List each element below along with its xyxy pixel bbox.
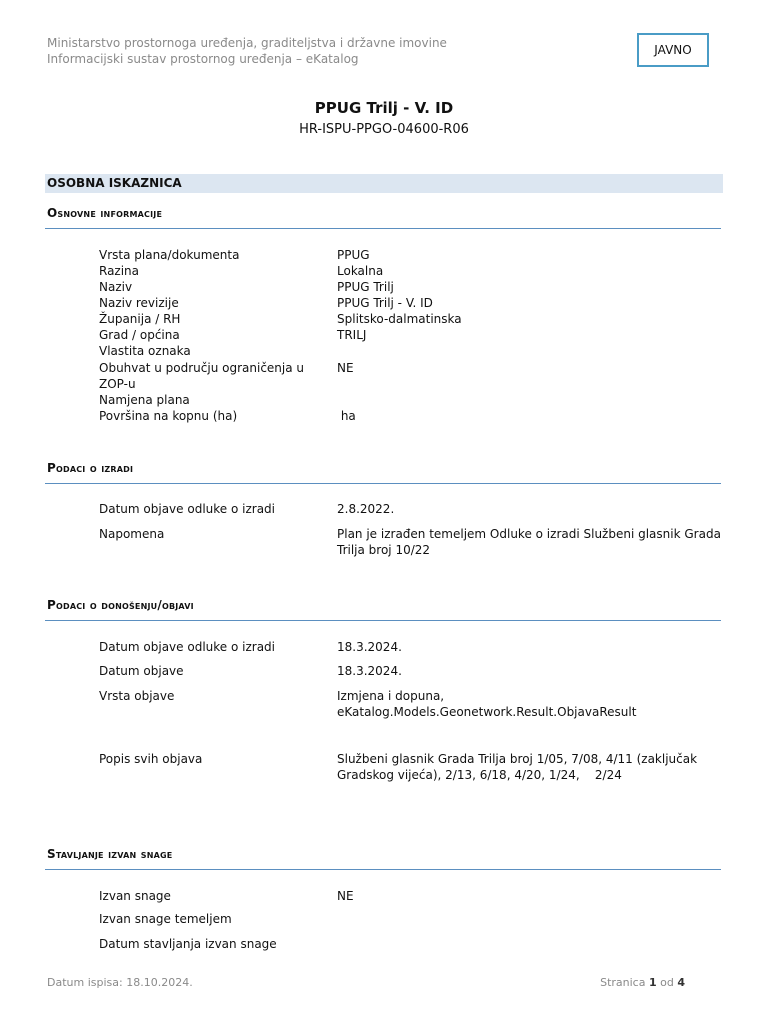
field-value: 18.3.2024. xyxy=(337,640,402,654)
field-value: Lokalna xyxy=(337,264,384,278)
system-name: Informacijski sustav prostornog uređenja – eKatalog xyxy=(47,52,359,66)
field-label: Datum objave xyxy=(99,664,184,678)
section-heading-izrada: Podaci o izradi xyxy=(47,461,134,475)
page-total: 4 xyxy=(677,976,685,989)
field-label: Naziv xyxy=(99,280,133,294)
section-heading-osnovne: Osnovne informacije xyxy=(47,206,163,220)
field-label: Naziv revizije xyxy=(99,296,179,310)
field-value: NE xyxy=(337,889,354,903)
section-divider xyxy=(45,620,721,621)
field-label: Površina na kopnu (ha) xyxy=(99,409,238,423)
field-value: Službeni glasnik Grada Trilja broj 1/05, 7/08, 4/11 (zaključak Gradskog vijeća), 2/13, 6/18, 4/20, 1/24, 2/24 xyxy=(337,752,701,782)
field-label: Vlastita oznaka xyxy=(99,344,191,358)
print-date: Datum ispisa: 18.10.2024. xyxy=(47,976,193,989)
field-label: Datum objave odluke o izradi xyxy=(99,502,275,516)
field-value: Splitsko-dalmatinska xyxy=(337,312,462,326)
field-value: TRILJ xyxy=(337,328,367,342)
field-label: Vrsta plana/dokumenta xyxy=(99,248,240,262)
field-value: PPUG xyxy=(337,248,370,262)
field-value: PPUG Trilj - V. ID xyxy=(337,296,433,310)
section-divider xyxy=(45,869,721,870)
field-value: 18.3.2024. xyxy=(337,664,402,678)
page-separator: od xyxy=(660,976,674,989)
field-value: 2.8.2022. xyxy=(337,502,395,516)
field-label: Vrsta objave xyxy=(99,689,175,703)
field-label: Grad / općina xyxy=(99,328,180,342)
visibility-badge: JAVNO xyxy=(637,33,709,67)
field-value: NE xyxy=(337,361,354,375)
ministry-name: Ministarstvo prostornoga uređenja, graditeljstva i državne imovine xyxy=(47,36,447,50)
field-label: Namjena plana xyxy=(99,393,190,407)
field-label: Izvan snage temeljem xyxy=(99,912,232,926)
page-prefix: Stranica xyxy=(600,976,646,989)
field-label: Napomena xyxy=(99,527,165,541)
field-label: Popis svih objava xyxy=(99,752,203,766)
document-code: HR-ISPU-PPGO-04600-R06 xyxy=(299,122,469,137)
field-value: Plan je izrađen temeljem Odluke o izradi Službeni glasnik Grada Trilja broj 10/22 xyxy=(337,527,721,557)
section-divider xyxy=(45,483,721,484)
field-label: Datum objave odluke o izradi xyxy=(99,640,275,654)
page-indicator xyxy=(600,976,685,989)
field-label: Županija / RH xyxy=(99,312,181,326)
section-heading-izvan-snage: Stavljanje izvan snage xyxy=(47,847,173,861)
field-label: Datum stavljanja izvan snage xyxy=(99,937,277,951)
field-label: Razina xyxy=(99,264,140,278)
field-value: ha xyxy=(337,409,356,423)
field-label: Obuhvat u području ograničenja u ZOP-u xyxy=(99,361,305,391)
page-current: 1 xyxy=(648,976,657,989)
section-divider xyxy=(45,228,721,229)
field-value: PPUG Trilj xyxy=(337,280,394,294)
section-bar-label: OSOBNA ISKAZNICA xyxy=(47,176,182,190)
field-label: Izvan snage xyxy=(99,889,171,903)
document-title: PPUG Trilj - V. ID xyxy=(314,99,454,117)
field-value: Izmjena i dopuna, eKatalog.Models.Geonetwork.Result.ObjavaResult xyxy=(337,689,637,719)
section-bar xyxy=(45,174,723,193)
section-heading-donosenje: Podaci o donošenju/objavi xyxy=(47,598,194,612)
